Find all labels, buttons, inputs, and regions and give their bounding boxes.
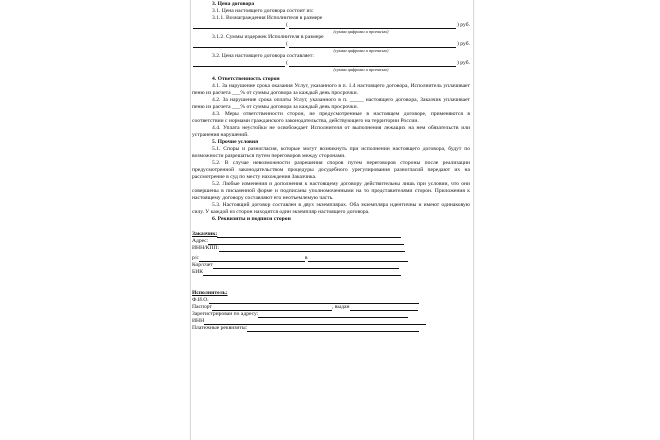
amount-caption: (сумма цифрами и прописью) — [333, 67, 389, 72]
clause-3-1-1: 3.1.1. Вознаграждения Исполнителя в размере — [212, 15, 323, 21]
clause-4-3: 4.3. Меры ответственности сторон, не предусмотренные в настоящем договоре, применяются в соответствии с нормами гражданского законодательства, действующего на территории России. — [192, 111, 470, 124]
fio-label: Ф.И.О. — [192, 297, 209, 303]
registered-row — [192, 311, 470, 318]
clause-5-2: 5.2. В случае невозможности разрешения споров путем переговоров стороны после реализации предусмотренной законодательством процедуры досудебного урегулирования разногласий передают их на рассмотрение в суд по месту нахождения Заказчика. — [192, 160, 470, 180]
address-label: Адрес: — [192, 238, 209, 244]
payment-label: Платежные реквизиты: — [192, 325, 248, 331]
passport-label: Паспорт — [192, 304, 212, 310]
clause-5-2b: 5.2. Любые изменения и дополнения к настоящему договору действительны лишь при условии, что они совершены в письменной форме и подписаны уполномоченными на то представителями сторон. Приложения к настоящему договору составляют его неотъемлемую часть. — [192, 181, 470, 201]
contract-document — [192, 1, 470, 332]
executor-row — [192, 290, 470, 297]
passport-row — [192, 304, 470, 311]
clause-4-4: 4.4. Уплата неустойки не освобождает Исполнителя от выполнения лежащих на нем обязательств или устранения нарушений. — [192, 125, 470, 138]
amount-blank — [193, 23, 285, 29]
section-4-title: 4. Ответственность сторон — [212, 76, 280, 82]
section-5-title: 5. Прочие условия — [212, 139, 259, 145]
clause-3-1-2: 3.1.2. Суммы издержек Исполнителя в размере — [212, 34, 324, 40]
clause-3-2: 3.2. Цена настоящего договора составляет: — [212, 53, 314, 59]
issued-label: , выдан — [331, 304, 350, 310]
bik-row — [192, 269, 470, 276]
account-row — [192, 255, 470, 262]
inn-row — [192, 318, 470, 325]
bank-label: в — [304, 255, 308, 261]
clause-5-1: 5.1. Споры и разногласия, которые могут возникнуть при исполнении настоящего договора, будут по возможности разрешаться путем переговоров между сторонами. — [192, 146, 470, 159]
inn-kpp-label: ИНН/КПП: — [192, 245, 220, 251]
payment-row — [192, 325, 470, 332]
inn-label: ИНН — [192, 318, 205, 324]
customer-label: Заказчик: — [192, 231, 218, 237]
account-label: р/с — [192, 255, 199, 261]
section-6-title: 6. Реквизиты и подписи сторон — [212, 216, 291, 222]
clause-5-3: 5.3. Настоящий договор составлен в двух экземплярах. Оба экземпляра идентичны и имеют одинаковую силу. У каждой из сторон находится один экземпляр настоящего договора. — [192, 202, 470, 215]
amount-line-1: ( ) руб. — [192, 22, 470, 29]
corr-account-label: Кор/счет — [192, 262, 213, 268]
corr-account-row — [192, 262, 470, 269]
customer-row — [192, 231, 470, 238]
fio-row — [192, 297, 470, 304]
registered-label: Зарегистрирован по адресу: — [192, 311, 259, 317]
amount-caption: (сумма цифрами и прописью) — [333, 48, 389, 53]
clause-3-1: 3.1. Цена настоящего договора состоит из: — [212, 8, 314, 14]
amount-line-3: ( ) руб. — [192, 60, 470, 67]
inn-kpp-row — [192, 245, 470, 252]
clause-4-2: 4.2. За нарушение срока оплаты Услуг, указанного в п. _____ настоящего договора, Заказчик уплачивает пеню из расчета ___% от суммы договора за каждый день просрочки. — [192, 97, 470, 110]
clause-4-1: 4.1. За нарушение срока оказания Услуг, указанного в п. 1.4 настоящего договора, Исполнитель уплачивает пеню из расчета ___% от суммы договора за каждый день просрочки. — [192, 83, 470, 96]
amount-line-2: ( ) руб. — [192, 41, 470, 48]
amount-caption: (сумма цифрами и прописью) — [333, 29, 389, 34]
bik-label: БИК — [192, 269, 203, 275]
address-row — [192, 238, 470, 245]
section-3-title: 3. Цена договора — [212, 1, 255, 7]
executor-label: Исполнитель: — [192, 290, 228, 296]
